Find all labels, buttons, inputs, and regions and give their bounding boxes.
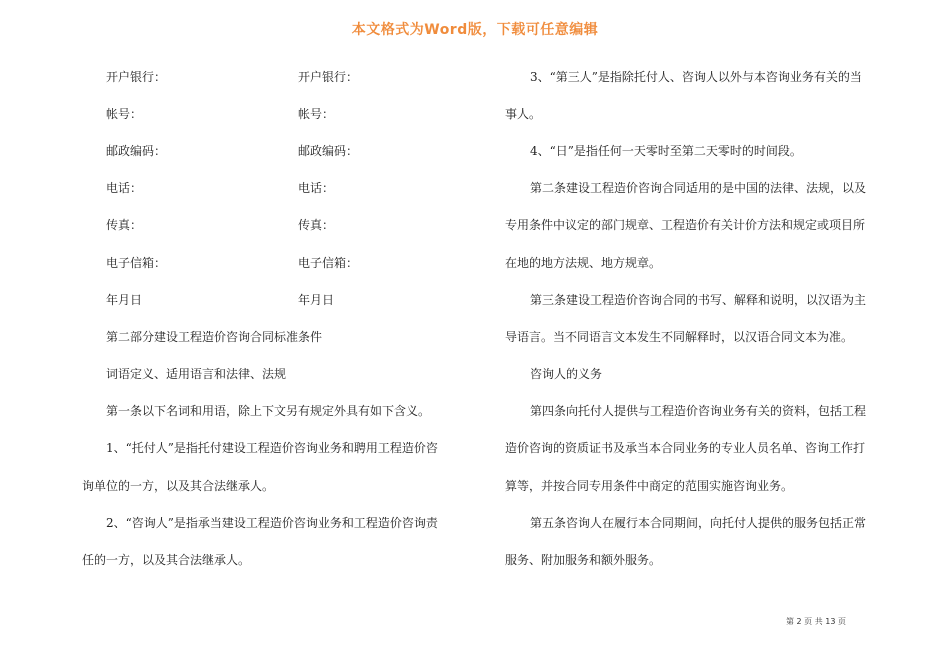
phone-label-party-b: 电话：: [298, 181, 335, 195]
article-4-line-1: 第四条向托付人提供与工程造价咨询业务有关的资料，包括工程: [530, 404, 867, 418]
email-label-party-a: 电子信箱：: [106, 256, 167, 270]
account-label-party-b: 帐号：: [298, 107, 335, 121]
fax-label-party-b: 传真：: [298, 218, 335, 232]
article-1: 第一条以下名词和用语，除上下文另有规定外具有如下含义。: [106, 404, 431, 418]
article-5-line-1: 第五条咨询人在履行本合同期间，向托付人提供的服务包括正常: [530, 516, 867, 530]
email-label-party-b: 电子信箱：: [298, 256, 359, 270]
article-2-line-2: 专用条件中议定的部门规章、工程造价有关计价方法和规定或项目所: [505, 218, 866, 232]
article-4-line-3: 算等，并按合同专用条件中商定的范围实施咨询业务。: [505, 479, 794, 493]
definition-3-line-1: 3、“第三人”是指除托付人、咨询人以外与本咨询业务有关的当: [530, 70, 862, 84]
article-3-line-1: 第三条建设工程造价咨询合同的书写、解释和说明，以汉语为主: [530, 293, 867, 307]
part-title: 第二部分建设工程造价咨询合同标准条件: [106, 330, 323, 344]
section-title-consultant-duties: 咨询人的义务: [530, 367, 603, 381]
definition-1-line-1: 1、“托付人”是指托付建设工程造价咨询业务和聘用工程造价咨: [106, 441, 438, 455]
page-number: 第 2 页 共 13 页: [786, 617, 846, 626]
date-label-party-b: 年月日: [298, 293, 335, 307]
postcode-label-party-a: 邮政编码：: [106, 144, 167, 158]
section-title-definitions: 词语定义、适用语言和法律、法规: [106, 367, 287, 381]
account-label-party-a: 帐号：: [106, 107, 143, 121]
definition-1-line-2: 询单位的一方，以及其合法继承人。: [82, 479, 275, 493]
article-2-line-1: 第二条建设工程造价咨询合同适用的是中国的法律、法规，以及: [530, 181, 867, 195]
date-label-party-a: 年月日: [106, 293, 143, 307]
definition-3-line-2: 事人。: [505, 107, 542, 121]
download-banner: 本文格式为Word版，下载可任意编辑: [351, 22, 599, 38]
article-2-line-3: 在地的地方法规、地方规章。: [505, 256, 662, 270]
bank-label-party-b: 开户银行：: [298, 70, 359, 84]
definition-4: 4、“日”是指任何一天零时至第二天零时的时间段。: [530, 144, 802, 158]
article-5-line-2: 服务、附加服务和额外服务。: [505, 553, 662, 567]
article-3-line-2: 导语言。当不同语言文本发生不同解释时，以汉语合同文本为准。: [505, 330, 854, 344]
definition-2-line-1: 2、“咨询人”是指承当建设工程造价咨询业务和工程造价咨询责: [106, 516, 438, 530]
bank-label-party-a: 开户银行：: [106, 70, 167, 84]
postcode-label-party-b: 邮政编码：: [298, 144, 359, 158]
definition-2-line-2: 任的一方，以及其合法继承人。: [82, 553, 251, 567]
fax-label-party-a: 传真：: [106, 218, 143, 232]
article-4-line-2: 造价咨询的资质证书及承当本合同业务的专业人员名单、咨询工作打: [505, 441, 866, 455]
phone-label-party-a: 电话：: [106, 181, 143, 195]
